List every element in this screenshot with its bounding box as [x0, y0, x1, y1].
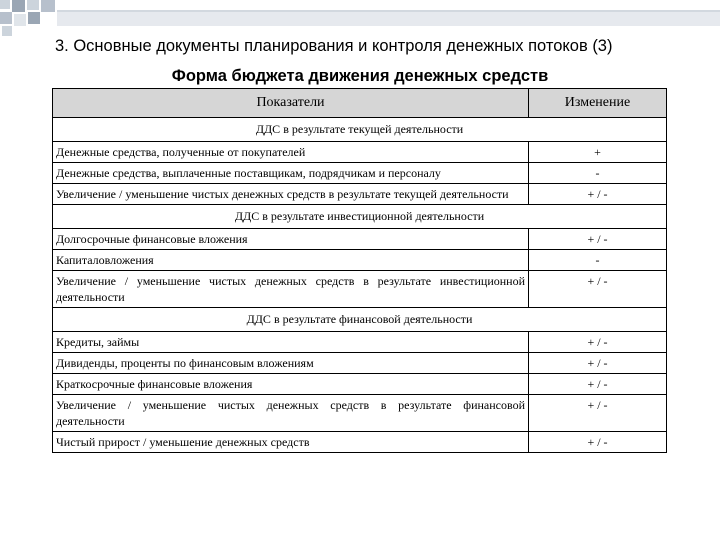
section-title: ДДС в результате текущей деятельности: [53, 118, 667, 142]
row-value: -: [529, 250, 667, 271]
row-label: Увеличение / уменьшение чистых денежных средств в результате текущей деятельности: [53, 184, 529, 205]
row-value: + / -: [529, 184, 667, 205]
section-row: [53, 308, 667, 332]
budget-table: [52, 88, 667, 453]
row-label: Капиталовложения: [53, 250, 529, 271]
row-label: Долгосрочные финансовые вложения: [53, 229, 529, 250]
table-row: [53, 250, 667, 271]
row-label: Денежные средства, выплаченные поставщикам, подрядчикам и персоналу: [53, 163, 529, 184]
total-value: + / -: [529, 432, 667, 453]
slide-subtitle: Форма бюджета движения денежных средств: [171, 67, 549, 85]
row-value: + / -: [529, 374, 667, 395]
row-value: -: [529, 163, 667, 184]
table-row: [53, 353, 667, 374]
header-change: Изменение: [529, 89, 667, 118]
section-row: [53, 205, 667, 229]
table-row: [53, 184, 667, 205]
total-row: [53, 432, 667, 453]
row-label: Денежные средства, полученные от покупателей: [53, 142, 529, 163]
row-value: + / -: [529, 332, 667, 353]
slide-title: 3. Основные документы планирования и контроля денежных потоков (3): [55, 37, 613, 55]
row-label: Дивиденды, проценты по финансовым вложениям: [53, 353, 529, 374]
table-row: [53, 142, 667, 163]
table-header-row: [53, 89, 667, 118]
row-value: +: [529, 142, 667, 163]
table-row: [53, 229, 667, 250]
total-label: Чистый прирост / уменьшение денежных средств: [53, 432, 529, 453]
row-label: Увеличение / уменьшение чистых денежных средств в результате инвестиционной деятельности: [53, 271, 529, 308]
row-value: + / -: [529, 353, 667, 374]
row-value: + / -: [529, 395, 667, 432]
table-row: [53, 163, 667, 184]
header-indicators: Показатели: [53, 89, 529, 118]
row-value: + / -: [529, 229, 667, 250]
table-row: [53, 395, 667, 432]
section-title: ДДС в результате инвестиционной деятельности: [53, 205, 667, 229]
table-row: [53, 374, 667, 395]
section-title: ДДС в результате финансовой деятельности: [53, 308, 667, 332]
row-label: Увеличение / уменьшение чистых денежных средств в результате финансовой деятельности: [53, 395, 529, 432]
row-value: + / -: [529, 271, 667, 308]
row-label: Краткосрочные финансовые вложения: [53, 374, 529, 395]
table-row: [53, 271, 667, 308]
row-label: Кредиты, займы: [53, 332, 529, 353]
table-row: [53, 332, 667, 353]
section-row: [53, 118, 667, 142]
decorative-squares: [0, 0, 720, 40]
